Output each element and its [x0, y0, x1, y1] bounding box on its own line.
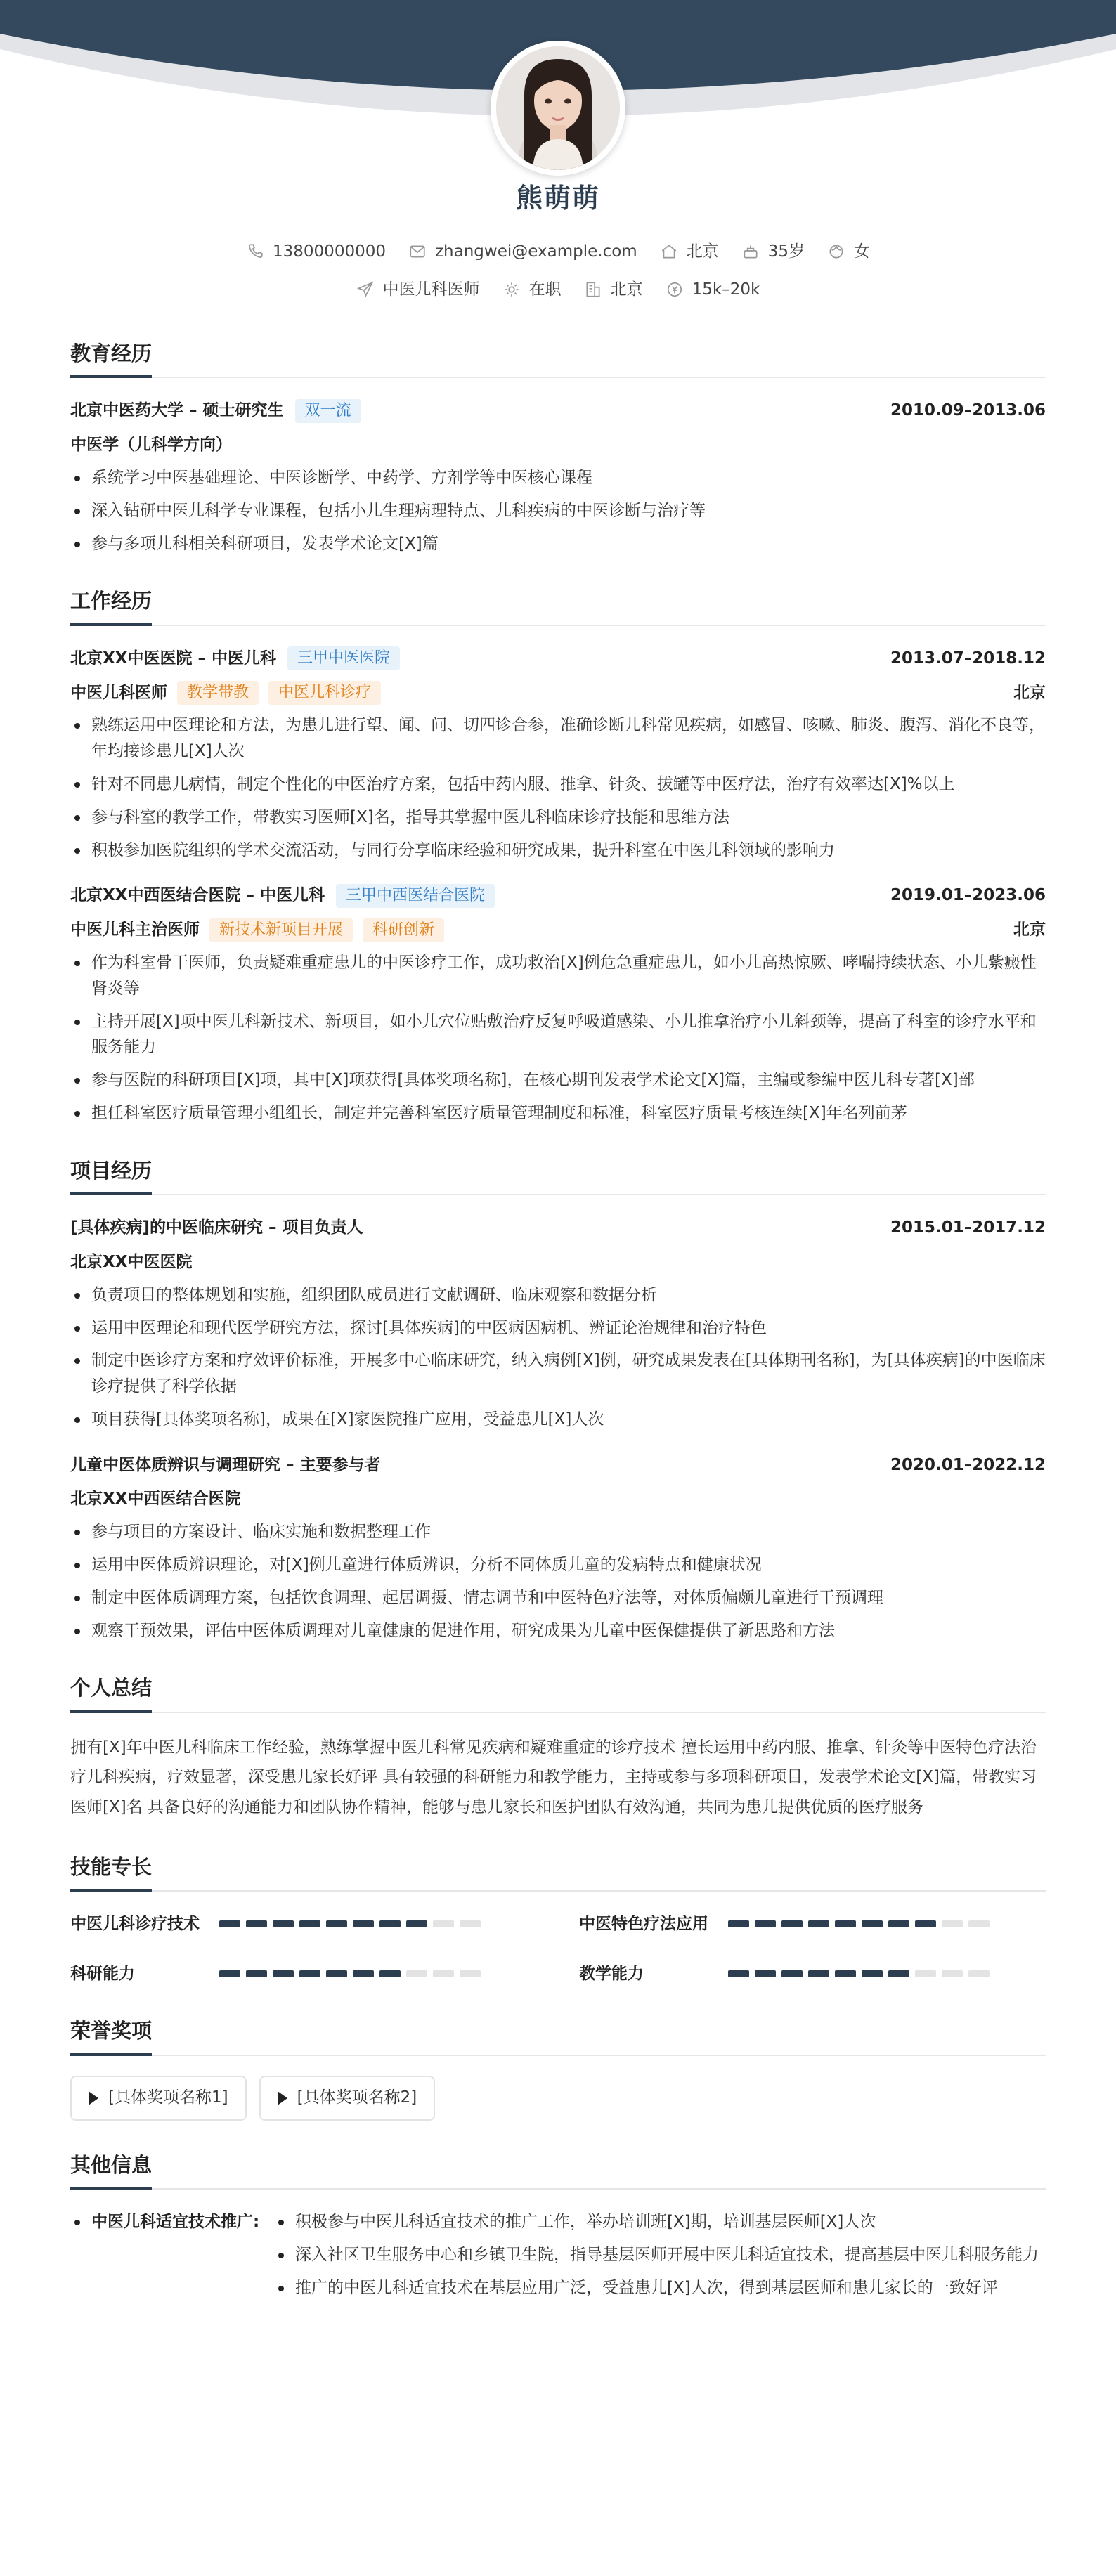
skill-segment-filled — [835, 1970, 856, 1977]
honor-name: [具体奖项名称2] — [297, 2088, 417, 2107]
skills-section — [70, 1851, 1046, 1987]
skill-segment-filled — [808, 1970, 829, 1977]
work-city: 北京 — [1013, 683, 1046, 702]
honors-section — [70, 2015, 1046, 2120]
skill-segment-filled — [219, 1920, 240, 1927]
company-name: 北京XX中医医院 – 中医儿科 三甲中医医院 — [70, 646, 400, 672]
list-item: 观察干预效果，评估中医体质调理对儿童健康的促进作用，研究成果为儿童中医保健提供了新思路和方法 — [70, 1618, 1046, 1644]
project-date: 2015.01–2017.12 — [890, 1218, 1046, 1237]
list-item: 熟练运用中医理论和方法，为患儿进行望、闻、问、切四诊合参，准确诊断儿科常见疾病，如感冒、咳嗽、肺炎、腹泻、消化不良等，年均接诊患儿[X]人次 — [70, 713, 1046, 765]
list-item: 负责项目的整体规划和实施，组织团队成员进行文献调研、临床观察和数据分析 — [70, 1282, 1046, 1308]
work-date: 2013.07–2018.12 — [890, 649, 1046, 668]
education-bullets — [70, 465, 1046, 557]
section-title-honors: 荣誉奖项 — [70, 2015, 1046, 2055]
company-name: 北京XX中西医结合医院 – 中医儿科 三甲中西医结合医院 — [70, 883, 495, 909]
other-info — [70, 2209, 1046, 2308]
list-item: 积极参加医院组织的学术交流活动，与同行分享临床经验和研究成果，提升科室在中医儿科领域的影响力 — [70, 838, 1046, 864]
skill-tag: 教学带教 — [177, 681, 259, 705]
phone-info — [246, 239, 386, 265]
skill-segment-filled — [353, 1970, 374, 1977]
work-date: 2019.01–2023.06 — [890, 886, 1046, 905]
gender-info — [827, 239, 870, 265]
triangle-right-icon — [278, 2091, 287, 2105]
company-tag: 三甲中医医院 — [287, 646, 400, 670]
list-item: 深入钻研中医儿科学专业课程，包括小儿生理病理特点、儿科疾病的中医诊断与治疗等 — [70, 498, 1046, 524]
honor-name: [具体奖项名称1] — [108, 2088, 228, 2107]
status-text: 在职 — [528, 280, 562, 299]
honor-badge — [70, 2076, 247, 2121]
list-item: 制定中医体质调理方案，包括饮食调理、起居调摄、情志调节和中医特色疗法等，对体质偏颇儿童进行干预调理 — [70, 1585, 1046, 1611]
skill-segment-filled — [246, 1970, 267, 1977]
age-icon — [741, 242, 760, 261]
skill-segment-filled — [379, 1920, 401, 1927]
project-org: 北京XX中医医院 — [70, 1252, 193, 1271]
list-item: 主持开展[X]项中医儿科新技术、新项目，如小儿穴位贴敷治疗反复呼吸道感染、小儿推拿治疗小儿斜颈等，提高了科室的诊疗水平和服务能力 — [70, 1009, 1046, 1061]
education-section — [70, 337, 1046, 557]
school-name: 北京中医药大学 – 硕士研究生 双一流 — [70, 398, 361, 424]
email-info — [408, 239, 637, 265]
skill-segment-filled — [353, 1920, 374, 1927]
skill-segment-filled — [755, 1970, 776, 1977]
list-item: 运用中医体质辨识理论，对[X]例儿童进行体质辨识，分析不同体质儿童的发病特点和健康状况 — [70, 1552, 1046, 1578]
project-date: 2020.01–2022.12 — [890, 1455, 1046, 1474]
mail-icon — [408, 242, 427, 261]
work-city-info — [584, 277, 643, 303]
skill-segment-empty — [968, 1970, 990, 1977]
phone-number: 13800000000 — [273, 242, 386, 261]
work-bullets — [70, 950, 1046, 1126]
other-bullets — [274, 2209, 1046, 2308]
position-name: 中医儿科医师 教学带教 中医儿科诊疗 — [70, 680, 381, 706]
skill-segment-filled — [273, 1920, 294, 1927]
major-name: 中医学（儿科学方向） — [70, 436, 232, 455]
location-text: 北京 — [686, 242, 719, 261]
skill-name: 中医儿科诊疗技术 — [70, 1914, 200, 1933]
position-name: 中医儿科主治医师 新技术新项目开展 科研创新 — [70, 917, 444, 943]
company-tag: 三甲中西医结合医院 — [336, 884, 495, 908]
building-icon — [584, 280, 602, 299]
skill-item — [70, 1961, 537, 1987]
skill-segment-filled — [246, 1920, 267, 1927]
work-entry — [70, 646, 1046, 864]
education-entry — [70, 398, 1046, 557]
skill-segment-filled — [781, 1970, 803, 1977]
skill-segment-filled — [888, 1970, 909, 1977]
skill-segment-empty — [968, 1920, 990, 1927]
list-item: 制定中医诊疗方案和疗效评价标准，开展多中心临床研究，纳入病例[X]例，研究成果发表在[具体期刊名称]，为[具体疾病]的中医临床诊疗提供了科学依据 — [70, 1348, 1046, 1400]
skills-grid — [70, 1911, 1046, 1987]
skill-tag: 科研创新 — [363, 918, 444, 942]
skill-segment-filled — [326, 1920, 347, 1927]
avatar-photo — [496, 46, 620, 170]
skill-item — [579, 1961, 1046, 1987]
education-date: 2010.09–2013.06 — [890, 401, 1046, 420]
skill-segment-filled — [755, 1920, 776, 1927]
honor-badge — [259, 2076, 436, 2121]
skill-segment-filled — [888, 1920, 909, 1927]
skill-segment-empty — [942, 1920, 963, 1927]
gender-icon — [827, 242, 845, 261]
send-icon — [356, 280, 375, 299]
candidate-name: 熊萌萌 — [515, 183, 600, 214]
skill-level-bar — [219, 1970, 481, 1977]
skill-level-bar — [728, 1970, 990, 1977]
summary-text: 拥有[X]年中医儿科临床工作经验，熟练掌握中医儿科常见疾病和疑难重症的诊疗技术 擅长运用中药内服、推拿、针灸等中医特色疗法治疗儿科疾病，疗效显著，深受患儿家长好评 具有较强的科研能力和教学能力，主持或参与多项科研项目，发表学术论文[X]篇，带教实习医师[X]名 具备良好的沟通能力和团队协作精神，能够与患儿家长和医护团队有效沟通，共同为患儿提供优质的医疗服务 — [70, 1738, 1037, 1816]
skill-segment-empty — [942, 1970, 963, 1977]
skill-tag: 新技术新项目开展 — [209, 918, 353, 942]
skill-segment-filled — [326, 1970, 347, 1977]
list-item: 针对不同患儿病情，制定个性化的中医治疗方案，包括中药内服、推拿、针灸、拔罐等中医疗法，治疗有效率达[X]%以上 — [70, 772, 1046, 798]
list-item: 参与项目的方案设计、临床实施和数据整理工作 — [70, 1519, 1046, 1545]
home-icon — [660, 242, 678, 261]
list-item: 参与医院的科研项目[X]项，其中[X]项获得[具体奖项名称]，在核心期刊发表学术论文[X]篇，主编或参编中医儿科专著[X]部 — [70, 1067, 1046, 1093]
skill-item — [70, 1911, 537, 1937]
project-bullets — [70, 1519, 1046, 1644]
skill-segment-filled — [728, 1920, 749, 1927]
skill-segment-filled — [379, 1970, 401, 1977]
list-item: 运用中医理论和现代医学研究方法，探讨[具体疾病]的中医病因病机、辨证论治规律和治疗特色 — [70, 1315, 1046, 1341]
list-item: 项目获得[具体奖项名称]，成果在[X]家医院推广应用，受益患儿[X]人次 — [70, 1407, 1046, 1433]
skill-segment-empty — [460, 1970, 481, 1977]
skill-segment-empty — [460, 1920, 481, 1927]
skill-segment-filled — [406, 1920, 427, 1927]
list-item: 系统学习中医基础理论、中医诊断学、中药学、方剂学等中医核心课程 — [70, 465, 1046, 491]
skill-name: 教学能力 — [579, 1964, 644, 1983]
age-info — [741, 239, 805, 265]
job-info-row — [0, 277, 1116, 303]
skill-segment-filled — [808, 1920, 829, 1927]
salary-text: 15k–20k — [692, 280, 760, 299]
project-entry — [70, 1215, 1046, 1433]
skill-segment-filled — [299, 1970, 320, 1977]
list-item: 参与多项儿科相关科研项目，发表学术论文[X]篇 — [70, 531, 1046, 557]
project-bullets — [70, 1282, 1046, 1433]
project-title: [具体疾病]的中医临床研究 – 项目负责人 — [70, 1218, 363, 1237]
section-title-skills: 技能专长 — [70, 1851, 1046, 1892]
work-bullets — [70, 713, 1046, 863]
skill-segment-filled — [781, 1920, 803, 1927]
work-city-text: 北京 — [610, 280, 643, 299]
skill-segment-empty — [406, 1970, 427, 1977]
list-item: 推广的中医儿科适宜技术在基层应用广泛，受益患儿[X]人次，得到基层医师和患儿家长的一致好评 — [274, 2275, 1046, 2301]
summary-section — [70, 1672, 1046, 1822]
salary-icon — [666, 280, 684, 299]
project-org: 北京XX中西医结合医院 — [70, 1490, 241, 1509]
work-section — [70, 585, 1046, 1126]
skill-segment-empty — [433, 1970, 454, 1977]
resume-content — [70, 337, 1046, 2336]
status-info — [502, 277, 562, 303]
section-title-work: 工作经历 — [70, 585, 1046, 625]
other-label: 中医儿科适宜技术推广: — [70, 2209, 274, 2308]
section-title-project: 项目经历 — [70, 1154, 1046, 1195]
project-entry — [70, 1452, 1046, 1644]
age-text: 35岁 — [767, 242, 805, 261]
list-item: 深入社区卫生服务中心和乡镇卫生院，指导基层医师开展中医儿科适宜技术，提高基层中医儿科服务能力 — [274, 2242, 1046, 2268]
section-title-other: 其他信息 — [70, 2149, 1046, 2190]
list-item: 作为科室骨干医师，负责疑难重症患儿的中医诊疗工作，成功救治[X]例危急重症患儿，如小儿高热惊厥、哮喘持续状态、小儿紫癜性肾炎等 — [70, 950, 1046, 1002]
skill-segment-filled — [862, 1920, 883, 1927]
skill-item — [579, 1911, 1046, 1937]
location-info — [660, 239, 719, 265]
avatar — [491, 41, 625, 176]
section-title-summary: 个人总结 — [70, 1672, 1046, 1712]
email-address: zhangwei@example.com — [434, 242, 637, 261]
list-item: 参与科室的教学工作，带教实习医师[X]名，指导其掌握中医儿科临床诊疗技能和思维方法 — [70, 805, 1046, 831]
triangle-right-icon — [89, 2091, 98, 2105]
skill-segment-filled — [862, 1970, 883, 1977]
skill-tag: 中医儿科诊疗 — [268, 681, 381, 705]
skill-segment-empty — [915, 1970, 936, 1977]
phone-icon — [246, 242, 264, 261]
project-section — [70, 1154, 1046, 1644]
job-title-text: 中医儿科医师 — [382, 280, 480, 299]
project-title: 儿童中医体质辨识与调理研究 – 主要参与者 — [70, 1455, 381, 1474]
work-entry — [70, 883, 1046, 1126]
skill-segment-filled — [835, 1920, 856, 1927]
skill-segment-filled — [273, 1970, 294, 1977]
section-title-education: 教育经历 — [70, 337, 1046, 378]
other-section — [70, 2149, 1046, 2308]
skill-level-bar — [728, 1920, 990, 1927]
skill-segment-filled — [915, 1920, 936, 1927]
job-title-info — [356, 277, 480, 303]
status-icon — [502, 280, 521, 299]
skill-segment-filled — [728, 1970, 749, 1977]
honors-list — [70, 2076, 1046, 2121]
work-city: 北京 — [1013, 921, 1046, 939]
salary-info — [666, 277, 760, 303]
school-tag: 双一流 — [295, 399, 361, 423]
skill-name: 科研能力 — [70, 1964, 135, 1983]
skill-name: 中医特色疗法应用 — [579, 1914, 708, 1933]
list-item: 担任科室医疗质量管理小组组长，制定并完善科室医疗质量管理制度和标准，科室医疗质量考核连续[X]年名列前茅 — [70, 1100, 1046, 1126]
contact-info-row — [0, 239, 1116, 265]
list-item: 积极参与中医儿科适宜技术的推广工作，举办培训班[X]期，培训基层医师[X]人次 — [274, 2209, 1046, 2235]
skill-segment-filled — [299, 1920, 320, 1927]
gender-text: 女 — [853, 242, 870, 261]
skill-segment-filled — [219, 1970, 240, 1977]
skill-level-bar — [219, 1920, 481, 1927]
skill-segment-empty — [433, 1920, 454, 1927]
